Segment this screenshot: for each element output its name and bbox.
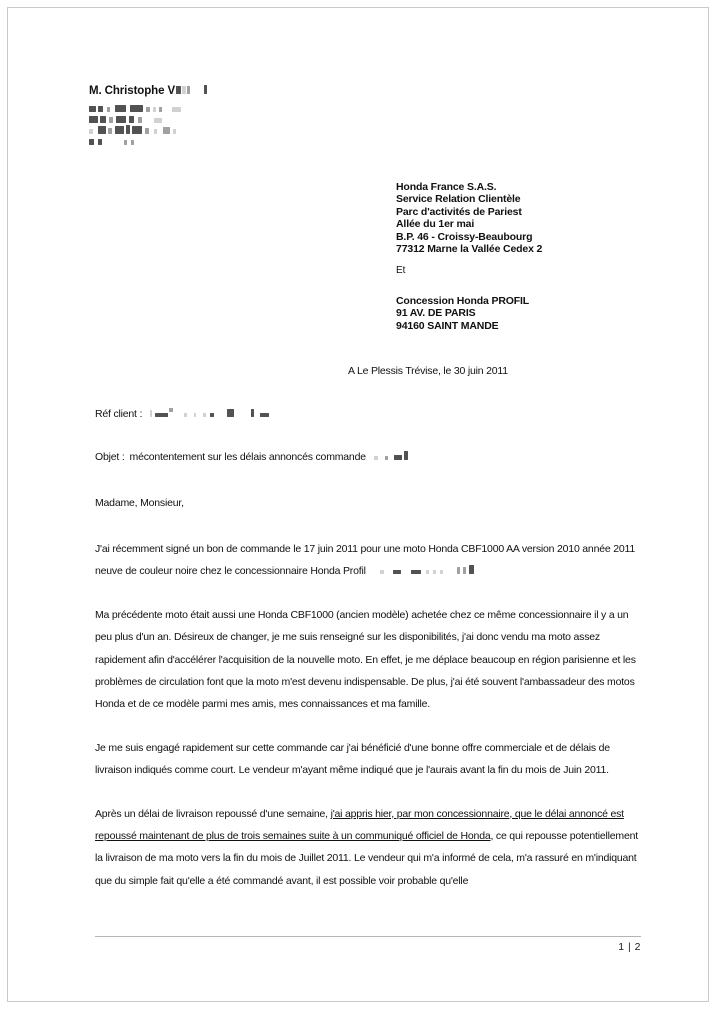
recipient-address-secondary bbox=[396, 295, 529, 332]
sender-address-line bbox=[89, 102, 329, 111]
paragraph-1 bbox=[95, 538, 641, 583]
salutation: Madame, Monsieur, bbox=[95, 497, 184, 509]
sender-address-line bbox=[89, 113, 329, 122]
sender-name-redaction bbox=[175, 84, 207, 98]
page-number: 1 | 2 bbox=[618, 941, 641, 953]
recipient-conjunction: Et bbox=[396, 265, 406, 276]
paragraph-3: Je me suis engagé rapidement sur cette commande car j'ai bénéficié d'une bonne offre commerciale et de délais de livraison indiqués comme court. Le vendeur m'ayant même indiqué que je l'aurais avant la fin du mois de Juin 2011. bbox=[95, 741, 610, 777]
reference-label: Réf client : bbox=[95, 408, 143, 420]
sender-name-text: M. Christophe V bbox=[89, 85, 176, 98]
sender-address-line bbox=[89, 135, 329, 144]
paragraph-1-trailing-redaction bbox=[366, 560, 474, 582]
sender-address-line bbox=[89, 124, 329, 133]
paragraph-4-segment-plain-2: , ce qui repousse potentiellement la livraison de ma moto vers la fin du mois de Juillet 2011. Le vendeur qui m'a informé de cela, m'a rassuré en m'indiquant que du simple fait qu'elle a été commandé avant, il est possible voir probable qu'elle bbox=[95, 830, 638, 887]
date-line: A Le Plessis Trévise, le 30 juin 2011 bbox=[348, 365, 508, 377]
paragraph-2: Ma précédente moto était aussi une Honda CBF1000 (ancien modèle) achetée chez ce même concessionnaire il y a un peu plus d'un an. Désireux de changer, je me suis renseigné sur les disponibilités, j'ai donc vendu ma moto assez rapidement afin d'accélérer l'acquisition de la nouvelle moto. En effet, je me déplace beaucoup en région parisienne et les problèmes de circulation font que la moto m'est devenu indispensable. De plus, j'ai été souvent l'ambassadeur des motos Honda et de ce modèle parmi mes amis, mes connaissances et ma famille. bbox=[95, 608, 636, 711]
recipient-line: Concession Honda PROFIL bbox=[396, 295, 530, 307]
subject-text: mécontentement sur les délais annoncés commande bbox=[129, 451, 366, 463]
paragraph-4-segment-plain: Après un délai de livraison repoussé d'une semaine, bbox=[95, 807, 331, 820]
subject-label: Objet : bbox=[95, 451, 125, 463]
recipient-line: Honda France S.A.S. bbox=[396, 181, 497, 193]
recipient-line: Service Relation Clientèle bbox=[396, 193, 521, 206]
recipient-line: Allée du 1er mai bbox=[396, 218, 475, 231]
recipient-line: B.P. 46 - Croissy-Beaubourg bbox=[396, 230, 533, 243]
sender-block bbox=[89, 84, 329, 146]
recipient-line: 77312 Marne la Vallée Cedex 2 bbox=[396, 243, 543, 256]
document-page bbox=[7, 7, 709, 1002]
sender-address-redacted bbox=[89, 102, 329, 144]
reference-line bbox=[95, 408, 269, 420]
footer-divider bbox=[95, 936, 641, 937]
recipient-line: Parc d'activités de Pariest bbox=[396, 205, 522, 218]
paragraph-1-text: J'ai récemment signé un bon de commande le 17 juin 2011 pour une moto Honda CBF1000 AA version 2010 année 2011 neuve de couleur noire chez le concessionnaire Honda Profil bbox=[95, 543, 635, 578]
paragraph-4-segment-underlined: j'ai appris hier, par mon concessionnaire, que le délai annoncé est repoussé maintenant de plus de trois semaines suite à un communiqué officiel de Honda bbox=[95, 807, 624, 843]
recipient-address-primary bbox=[396, 181, 542, 255]
paragraph-4 bbox=[95, 803, 641, 893]
reference-value-redaction bbox=[150, 408, 269, 420]
letter-body bbox=[95, 538, 641, 913]
sender-name bbox=[89, 84, 329, 98]
recipient-line: 91 AV. DE PARIS bbox=[396, 307, 476, 320]
subject-trailing-redaction bbox=[366, 451, 408, 463]
recipient-line: 94160 SAINT MANDE bbox=[396, 319, 499, 332]
subject-line bbox=[95, 451, 408, 463]
